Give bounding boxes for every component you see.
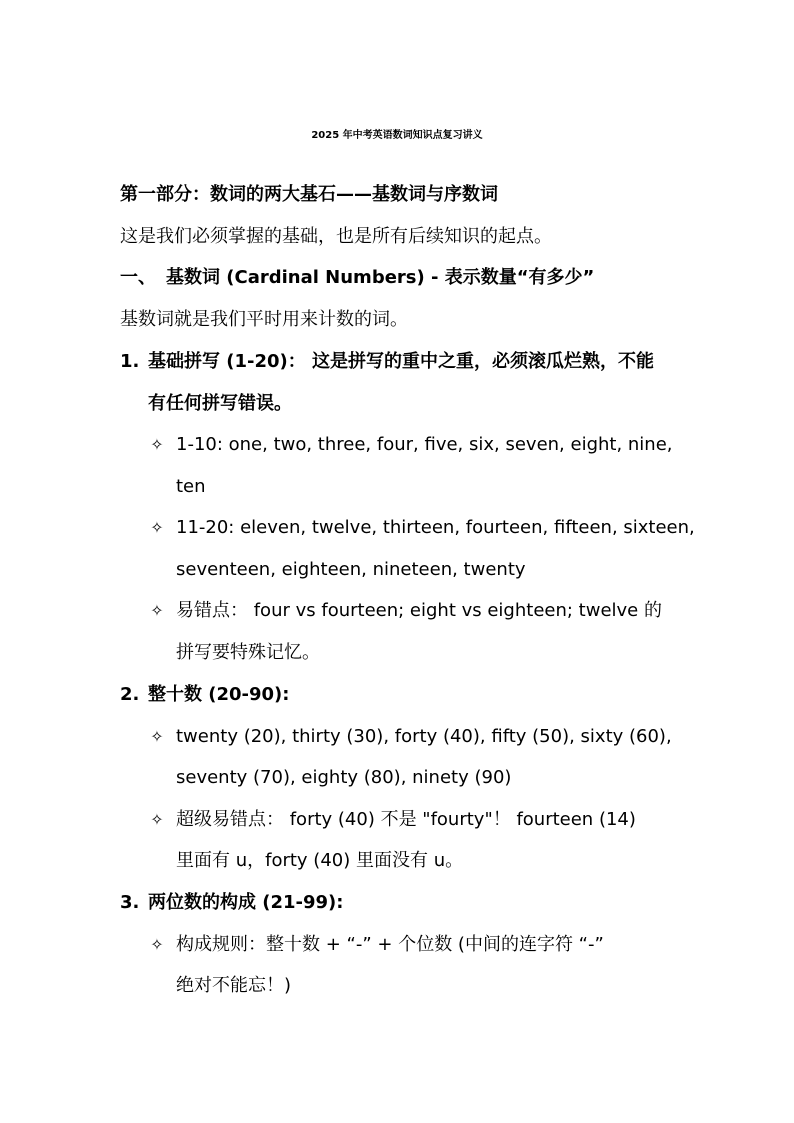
- section-desc: 基数词就是我们平时用来计数的词。: [120, 309, 408, 330]
- bullet-icon: ✧: [150, 435, 164, 454]
- document-title: 2025 年中考英语数词知识点复习讲义: [311, 130, 483, 141]
- bullet-text-cont: 拼写要特殊记忆。: [176, 642, 320, 663]
- bullet-icon: ✧: [150, 935, 164, 954]
- bullet-text: 11-20: eleven, twelve, thirteen, fourteen, fifteen, sixteen,: [176, 517, 695, 538]
- item-number: 2.: [120, 684, 140, 705]
- section-heading: 基数词 (Cardinal Numbers) - 表示数量“有多少”: [166, 267, 595, 288]
- item-heading: 整十数 (20-90):: [148, 684, 290, 705]
- bullet-text: 构成规则：整十数 + “-” + 个位数 (中间的连字符 “-”: [176, 934, 604, 955]
- bullet-text-cont: 绝对不能忘！): [176, 975, 292, 996]
- bullet-text: 1-10: one, two, three, four, five, six, seven, eight, nine,: [176, 434, 673, 455]
- bullet-icon: ✧: [150, 727, 164, 746]
- bullet-icon: ✧: [150, 518, 164, 537]
- item-number: 3.: [120, 892, 140, 913]
- bullet-text-cont: 里面有 u，forty (40) 里面没有 u。: [176, 850, 464, 871]
- item-heading-cont: 有任何拼写错误。: [148, 393, 292, 414]
- bullet-text: twenty (20), thirty (30), forty (40), fifty (50), sixty (60),: [176, 726, 672, 747]
- item-number: 1.: [120, 351, 140, 372]
- bullet-text-cont: ten: [176, 476, 206, 497]
- bullet-text-cont: seventy (70), eighty (80), ninety (90): [176, 767, 512, 788]
- bullet-icon: ✧: [150, 601, 164, 620]
- bullet-text: 易错点： four vs fourteen; eight vs eighteen; twelve 的: [176, 600, 662, 621]
- item-heading: 基础拼写 (1-20)： 这是拼写的重中之重，必须滚瓜烂熟，不能: [148, 351, 655, 372]
- bullet-text-cont: seventeen, eighteen, nineteen, twenty: [176, 559, 526, 580]
- bullet-text: 超级易错点： forty (40) 不是 "fourty"！ fourteen (14): [176, 809, 636, 830]
- item-heading: 两位数的构成 (21-99):: [148, 892, 344, 913]
- section-marker: 一、: [120, 267, 156, 288]
- part-heading: 第一部分：数词的两大基石——基数词与序数词: [120, 184, 498, 205]
- bullet-icon: ✧: [150, 810, 164, 829]
- part-intro: 这是我们必须掌握的基础，也是所有后续知识的起点。: [120, 226, 552, 247]
